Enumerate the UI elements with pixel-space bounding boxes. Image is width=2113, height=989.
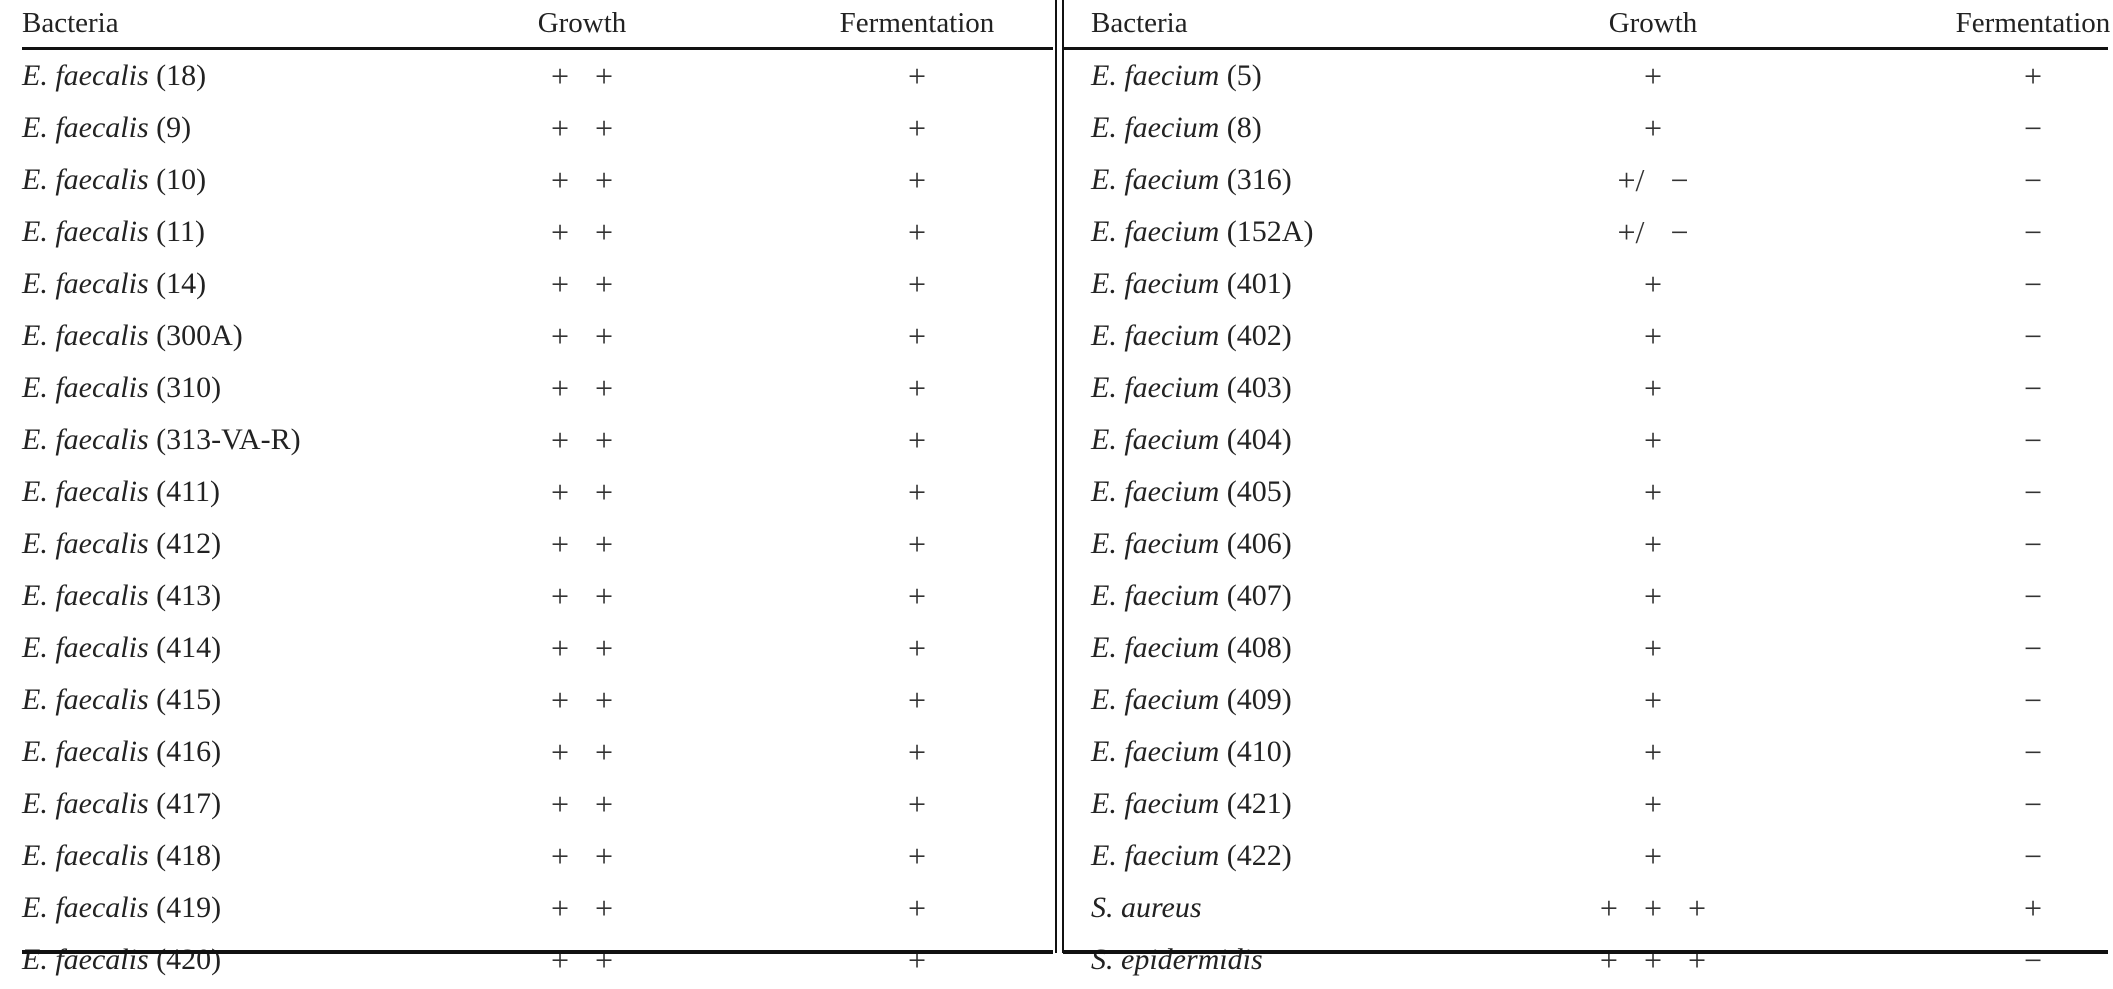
growth-value: + bbox=[1643, 369, 1663, 406]
strain-id: (419) bbox=[156, 891, 222, 924]
growth-value: + + bbox=[550, 785, 614, 822]
column-header-fermentation: Fermentation bbox=[1955, 6, 2111, 39]
fermentation-value: − bbox=[2023, 369, 2043, 406]
growth-value: + + bbox=[550, 265, 614, 302]
growth-value: + bbox=[1643, 109, 1663, 146]
fermentation-value: − bbox=[2023, 161, 2043, 198]
column-header-fermentation: Fermentation bbox=[839, 6, 995, 39]
genus-name: E. faecium bbox=[1091, 59, 1220, 92]
strain-id: (316) bbox=[1226, 163, 1292, 196]
genus-name: E. faecalis bbox=[22, 631, 149, 664]
growth-value: + bbox=[1643, 473, 1663, 510]
strain-id: (417) bbox=[156, 787, 222, 820]
genus-name: E. faecium bbox=[1091, 267, 1220, 300]
table-left-half bbox=[22, 0, 1053, 978]
genus-name: E. faecium bbox=[1091, 631, 1220, 664]
bacteria-name bbox=[1091, 466, 1292, 518]
strain-id: (5) bbox=[1226, 59, 1262, 92]
growth-value: + bbox=[1643, 57, 1663, 94]
growth-value: + + bbox=[550, 525, 614, 562]
fermentation-value: + bbox=[907, 161, 927, 198]
strain-id: (401) bbox=[1226, 267, 1292, 300]
strain-id: (406) bbox=[1226, 527, 1292, 560]
fermentation-value: − bbox=[2023, 525, 2043, 562]
fermentation-value: − bbox=[2023, 629, 2043, 666]
fermentation-value: + bbox=[907, 941, 927, 978]
fermentation-value: + bbox=[907, 837, 927, 874]
strain-id: (11) bbox=[156, 215, 206, 248]
bacteria-name bbox=[1091, 414, 1292, 466]
growth-value: +/ − bbox=[1617, 213, 1689, 250]
table-row bbox=[1063, 830, 2108, 882]
growth-value: + bbox=[1643, 681, 1663, 718]
bacteria-name bbox=[1091, 622, 1292, 674]
bacteria-name bbox=[1091, 674, 1292, 726]
bottom-rule bbox=[22, 950, 1053, 954]
table-row bbox=[1063, 154, 2108, 206]
bacteria-name bbox=[1091, 830, 1292, 882]
table-row bbox=[22, 726, 1053, 778]
genus-name: E. faecalis bbox=[22, 839, 149, 872]
bacteria-name bbox=[1091, 518, 1292, 570]
fermentation-value: + bbox=[2023, 889, 2043, 926]
growth-value: + + + bbox=[1599, 889, 1707, 926]
fermentation-value: + bbox=[907, 213, 927, 250]
growth-value: + + bbox=[550, 889, 614, 926]
table-row bbox=[22, 830, 1053, 882]
bacteria-name bbox=[1091, 570, 1292, 622]
table-row bbox=[1063, 778, 2108, 830]
bacteria-name bbox=[22, 726, 221, 778]
bacteria-name bbox=[22, 310, 243, 362]
column-header-growth: Growth bbox=[537, 6, 627, 39]
bacteria-name bbox=[22, 934, 221, 986]
genus-name: E. faecium bbox=[1091, 319, 1220, 352]
table-row bbox=[1063, 570, 2108, 622]
table-row bbox=[1063, 50, 2108, 102]
strain-id: (410) bbox=[1226, 735, 1292, 768]
growth-value: + bbox=[1643, 421, 1663, 458]
bacteria-name bbox=[1091, 882, 1202, 934]
growth-value: + bbox=[1643, 265, 1663, 302]
fermentation-value: − bbox=[2023, 109, 2043, 146]
growth-value: + + bbox=[550, 421, 614, 458]
fermentation-value: − bbox=[2023, 681, 2043, 718]
strain-id: (416) bbox=[156, 735, 222, 768]
fermentation-value: + bbox=[907, 525, 927, 562]
growth-value: + + bbox=[550, 109, 614, 146]
genus-name: E. faecalis bbox=[22, 371, 149, 404]
genus-name: E. faecalis bbox=[22, 319, 149, 352]
genus-name: E. faecalis bbox=[22, 215, 149, 248]
fermentation-value: − bbox=[2023, 577, 2043, 614]
table-row bbox=[22, 258, 1053, 310]
table-row bbox=[22, 466, 1053, 518]
column-header-growth: Growth bbox=[1608, 6, 1698, 39]
strain-id: (405) bbox=[1226, 475, 1292, 508]
bacteria-name bbox=[22, 830, 221, 882]
column-header-bacteria: Bacteria bbox=[22, 6, 119, 39]
bacteria-name bbox=[22, 50, 206, 102]
genus-name: E. faecalis bbox=[22, 423, 149, 456]
genus-name: E. faecium bbox=[1091, 111, 1220, 144]
fermentation-value: + bbox=[907, 733, 927, 770]
strain-id: (421) bbox=[1226, 787, 1292, 820]
growth-value: +/ − bbox=[1617, 161, 1689, 198]
bacteria-name bbox=[1091, 310, 1292, 362]
table-row bbox=[1063, 206, 2108, 258]
fermentation-value: + bbox=[907, 681, 927, 718]
strain-id: (404) bbox=[1226, 423, 1292, 456]
bacteria-name bbox=[22, 882, 221, 934]
strain-id: (8) bbox=[1226, 111, 1262, 144]
strain-id: (10) bbox=[156, 163, 207, 196]
growth-value: + + bbox=[550, 837, 614, 874]
genus-name: S. epidermidis bbox=[1091, 943, 1263, 976]
table-row bbox=[22, 206, 1053, 258]
genus-name: E. faecalis bbox=[22, 943, 149, 976]
table-row bbox=[1063, 622, 2108, 674]
strain-id: (18) bbox=[156, 59, 207, 92]
table-header-left bbox=[22, 0, 1053, 46]
genus-name: E. faecalis bbox=[22, 59, 149, 92]
genus-name: E. faecium bbox=[1091, 475, 1220, 508]
table-row bbox=[22, 102, 1053, 154]
fermentation-value: + bbox=[907, 57, 927, 94]
results-table bbox=[22, 0, 2111, 989]
genus-name: E. faecalis bbox=[22, 683, 149, 716]
table-row bbox=[22, 882, 1053, 934]
growth-value: + + bbox=[550, 317, 614, 354]
strain-id: (407) bbox=[1226, 579, 1292, 612]
fermentation-value: − bbox=[2023, 733, 2043, 770]
table-row bbox=[22, 674, 1053, 726]
growth-value: + + bbox=[550, 629, 614, 666]
table-row bbox=[22, 622, 1053, 674]
strain-id: (300A) bbox=[156, 319, 243, 352]
table-row bbox=[1063, 362, 2108, 414]
strain-id: (420) bbox=[156, 943, 222, 976]
bacteria-name bbox=[22, 778, 221, 830]
table-row bbox=[22, 570, 1053, 622]
growth-value: + + bbox=[550, 733, 614, 770]
genus-name: E. faecium bbox=[1091, 371, 1220, 404]
genus-name: E. faecium bbox=[1091, 839, 1220, 872]
bacteria-name bbox=[22, 622, 221, 674]
fermentation-value: + bbox=[907, 317, 927, 354]
fermentation-value: + bbox=[907, 109, 927, 146]
strain-id: (313-VA-R) bbox=[156, 423, 301, 456]
bacteria-name bbox=[1091, 154, 1292, 206]
strain-id: (152A) bbox=[1226, 215, 1314, 248]
growth-value: + bbox=[1643, 733, 1663, 770]
growth-value: + + bbox=[550, 57, 614, 94]
table-row bbox=[1063, 102, 2108, 154]
bacteria-name bbox=[22, 154, 206, 206]
genus-name: E. faecium bbox=[1091, 787, 1220, 820]
fermentation-value: − bbox=[2023, 785, 2043, 822]
table-row bbox=[1063, 882, 2108, 934]
table-row bbox=[1063, 466, 2108, 518]
growth-value: + + bbox=[550, 213, 614, 250]
strain-id: (9) bbox=[156, 111, 192, 144]
fermentation-value: + bbox=[907, 265, 927, 302]
strain-id: (411) bbox=[156, 475, 221, 508]
fermentation-value: + bbox=[907, 473, 927, 510]
growth-value: + bbox=[1643, 577, 1663, 614]
fermentation-value: + bbox=[907, 421, 927, 458]
growth-value: + + bbox=[550, 473, 614, 510]
table-header-right bbox=[1063, 0, 2111, 46]
bottom-rule bbox=[1063, 950, 2108, 954]
fermentation-value: − bbox=[2023, 421, 2043, 458]
table-row bbox=[22, 310, 1053, 362]
strain-id: (412) bbox=[156, 527, 222, 560]
table-row bbox=[22, 518, 1053, 570]
growth-value: + + bbox=[550, 941, 614, 978]
growth-value: + + bbox=[550, 577, 614, 614]
table-row bbox=[22, 362, 1053, 414]
fermentation-value: − bbox=[2023, 941, 2043, 978]
fermentation-value: − bbox=[2023, 473, 2043, 510]
growth-value: + bbox=[1643, 317, 1663, 354]
table-row bbox=[1063, 934, 2108, 986]
bacteria-name bbox=[22, 466, 220, 518]
bacteria-name bbox=[22, 414, 301, 466]
bacteria-name bbox=[1091, 362, 1292, 414]
genus-name: E. faecium bbox=[1091, 735, 1220, 768]
genus-name: E. faecalis bbox=[22, 891, 149, 924]
strain-id: (409) bbox=[1226, 683, 1292, 716]
growth-value: + + bbox=[550, 161, 614, 198]
table-row bbox=[1063, 518, 2108, 570]
column-divider-line bbox=[1055, 0, 1057, 953]
bacteria-name bbox=[22, 102, 191, 154]
table-row bbox=[22, 934, 1053, 986]
genus-name: E. faecalis bbox=[22, 163, 149, 196]
genus-name: E. faecalis bbox=[22, 735, 149, 768]
growth-value: + bbox=[1643, 837, 1663, 874]
bacteria-name bbox=[1091, 102, 1262, 154]
fermentation-value: − bbox=[2023, 265, 2043, 302]
genus-name: E. faecium bbox=[1091, 423, 1220, 456]
genus-name: S. aureus bbox=[1091, 891, 1202, 924]
fermentation-value: − bbox=[2023, 837, 2043, 874]
strain-id: (415) bbox=[156, 683, 222, 716]
fermentation-value: + bbox=[907, 577, 927, 614]
growth-value: + + + bbox=[1599, 941, 1707, 978]
bacteria-name bbox=[1091, 258, 1292, 310]
genus-name: E. faecalis bbox=[22, 787, 149, 820]
fermentation-value: + bbox=[907, 889, 927, 926]
bacteria-name bbox=[1091, 726, 1292, 778]
genus-name: E. faecalis bbox=[22, 475, 149, 508]
growth-value: + bbox=[1643, 785, 1663, 822]
bacteria-name bbox=[22, 674, 221, 726]
strain-id: (413) bbox=[156, 579, 222, 612]
genus-name: E. faecium bbox=[1091, 163, 1220, 196]
genus-name: E. faecium bbox=[1091, 527, 1220, 560]
genus-name: E. faecium bbox=[1091, 683, 1220, 716]
genus-name: E. faecalis bbox=[22, 111, 149, 144]
strain-id: (402) bbox=[1226, 319, 1292, 352]
table-row bbox=[1063, 310, 2108, 362]
growth-value: + bbox=[1643, 525, 1663, 562]
genus-name: E. faecalis bbox=[22, 527, 149, 560]
strain-id: (418) bbox=[156, 839, 222, 872]
table-row bbox=[22, 50, 1053, 102]
growth-value: + + bbox=[550, 369, 614, 406]
table-row bbox=[22, 154, 1053, 206]
fermentation-value: − bbox=[2023, 317, 2043, 354]
table-row bbox=[1063, 726, 2108, 778]
table-row bbox=[22, 414, 1053, 466]
strain-id: (403) bbox=[1226, 371, 1292, 404]
strain-id: (408) bbox=[1226, 631, 1292, 664]
column-header-bacteria: Bacteria bbox=[1091, 6, 1188, 39]
fermentation-value: + bbox=[907, 369, 927, 406]
strain-id: (414) bbox=[156, 631, 222, 664]
table-row bbox=[1063, 258, 2108, 310]
strain-id: (310) bbox=[156, 371, 222, 404]
genus-name: E. faecalis bbox=[22, 579, 149, 612]
genus-name: E. faecalis bbox=[22, 267, 149, 300]
growth-value: + bbox=[1643, 629, 1663, 666]
bacteria-name bbox=[1091, 934, 1263, 986]
bacteria-name bbox=[1091, 50, 1262, 102]
table-row bbox=[1063, 414, 2108, 466]
bacteria-name bbox=[22, 362, 221, 414]
bacteria-name bbox=[22, 258, 206, 310]
bacteria-name bbox=[22, 206, 205, 258]
genus-name: E. faecium bbox=[1091, 579, 1220, 612]
fermentation-value: + bbox=[907, 785, 927, 822]
fermentation-value: + bbox=[2023, 57, 2043, 94]
growth-value: + + bbox=[550, 681, 614, 718]
bacteria-name bbox=[1091, 206, 1313, 258]
bacteria-name bbox=[22, 518, 221, 570]
table-row bbox=[22, 778, 1053, 830]
fermentation-value: + bbox=[907, 629, 927, 666]
bacteria-name bbox=[22, 570, 221, 622]
strain-id: (14) bbox=[156, 267, 207, 300]
table-right-half bbox=[1063, 0, 2111, 978]
bacteria-name bbox=[1091, 778, 1292, 830]
fermentation-value: − bbox=[2023, 213, 2043, 250]
genus-name: E. faecium bbox=[1091, 215, 1220, 248]
table-row bbox=[1063, 674, 2108, 726]
strain-id: (422) bbox=[1226, 839, 1292, 872]
